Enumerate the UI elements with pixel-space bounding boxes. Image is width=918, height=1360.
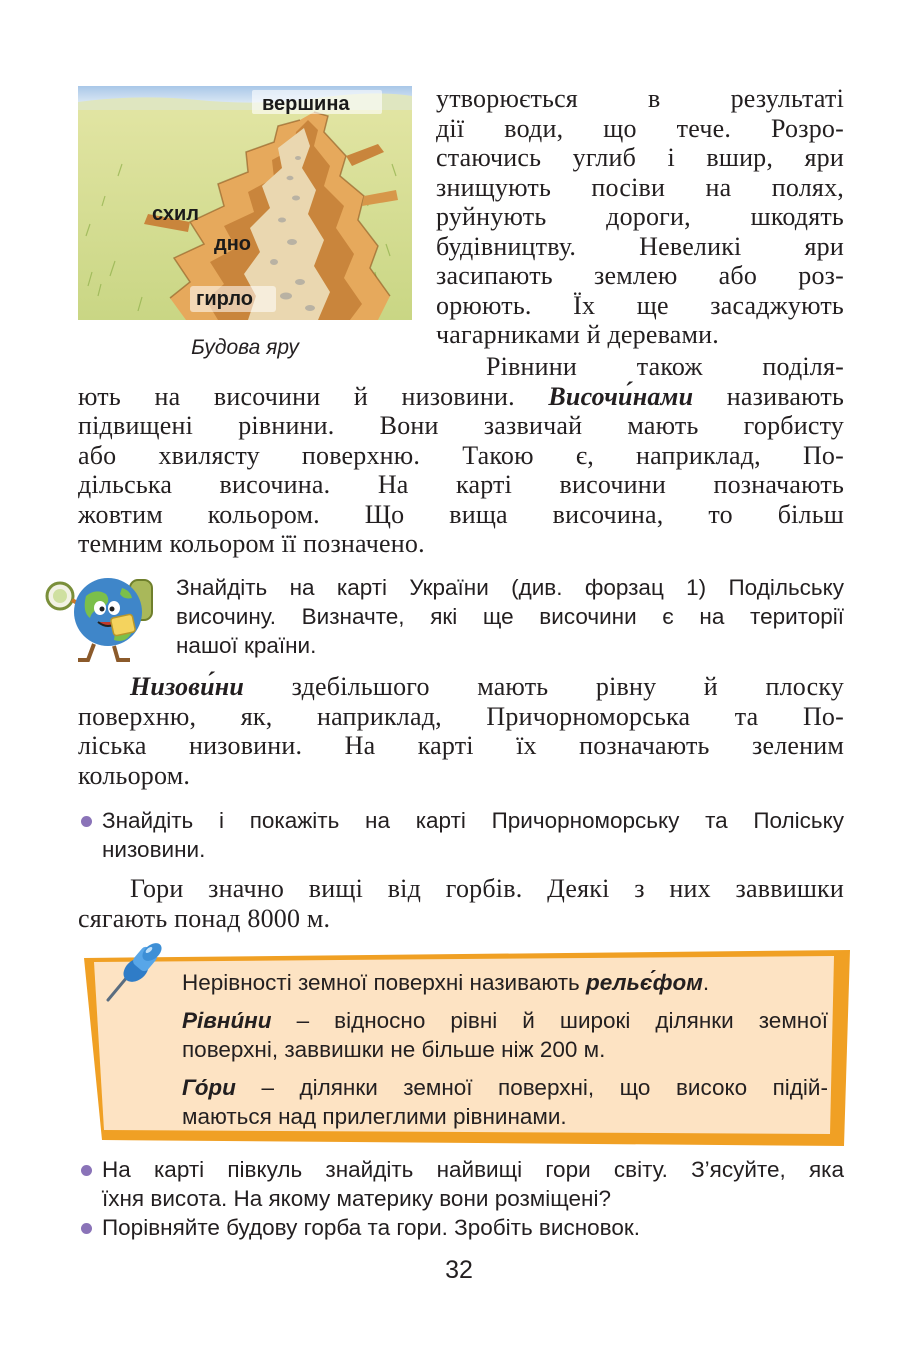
page-number: 32 [445, 1256, 473, 1284]
bullet-icon [81, 1223, 92, 1234]
text-line: Порівняйте будову горба та гори. Зробіть висновок. [102, 1215, 640, 1240]
text-fragment: ють на височини й низовини. [78, 381, 515, 411]
text-line: підвищені рівнини. Вони зазвичай мають горбисту [78, 411, 844, 440]
text-line: Гори значно вищі від горбів. Деякі з них заввишки [130, 874, 844, 903]
text-line: нашої країни. [176, 633, 317, 658]
text-fragment: – ділянки земної поверхні, що високо підій- [261, 1074, 828, 1100]
paragraph-uplands [78, 352, 844, 559]
text-line: маються над прилеглими рівнинами. [182, 1104, 567, 1129]
definition-relief [182, 968, 828, 998]
text-line: орюють. Їх ще засаджують [436, 290, 844, 320]
paragraph-lowlands [78, 672, 844, 790]
text-fragment: здебільшого мають рівну й плоску [291, 672, 844, 701]
term-uplands: Височи́нами [548, 381, 694, 411]
bullet-icon [81, 1165, 92, 1176]
definition-mountains [182, 1073, 828, 1103]
text-line: дії води, що тече. Розро- [436, 113, 844, 143]
task-find-upland [176, 573, 844, 660]
text-line: темним кольором її позначено. [78, 529, 425, 558]
text-line: поверхню, як, наприклад, Причорноморська та По- [78, 701, 844, 731]
figure-caption: Будова яру [191, 336, 299, 359]
bullet-icon [81, 816, 92, 827]
label-bottom: дно [214, 233, 251, 255]
text-line: утворюється в результаті [436, 84, 844, 113]
text-line: височину. Визначте, які ще височини є на території [176, 604, 844, 629]
text-line: поверхні, заввишки не більше ніж 200 м. [182, 1037, 606, 1062]
label-slope: схил [152, 203, 199, 225]
text-line: сягають понад 8000 м. [78, 903, 331, 933]
pushpin-icon [100, 942, 168, 1004]
text-line: Знайдіть на карті України (див. форзац 1) Подільську [176, 575, 844, 600]
list-item [78, 1155, 844, 1213]
task-list-mountains [78, 1155, 844, 1242]
text-line: ліська низовини. На карті їх позначають зеленим [78, 731, 844, 760]
text-line: кольором. [78, 760, 191, 790]
task-find-lowlands [78, 806, 844, 864]
text-line: жовтим кольором. Що вища височина, то більш [78, 499, 844, 529]
text-line: низовини. [102, 837, 206, 862]
paragraph-ravine [436, 84, 844, 350]
term-mountains: Го́ри [182, 1074, 236, 1100]
text-line: знищують посіви на полях, [436, 172, 844, 202]
text-line: чагарниками й деревами. [436, 320, 719, 349]
list-item [78, 806, 844, 864]
text-line: або хвилясту поверхню. Такою є, наприклад, По- [78, 440, 844, 470]
text-line: їхня висота. На якому материку вони розміщені? [102, 1186, 611, 1211]
ravine-illustration [78, 86, 412, 320]
definition-plains [182, 1006, 828, 1036]
term-relief: рельє́фом [586, 970, 703, 995]
label-top: вершина [262, 93, 350, 115]
ravine-drawing [78, 86, 412, 320]
text-line [78, 382, 844, 412]
text-line: На карті півкуль знайдіть найвищі гори світу. З’ясуйте, яка [102, 1157, 844, 1182]
definitions-text [182, 968, 828, 1132]
term-lowlands: Низови́ни [130, 672, 245, 701]
paragraph-mountains [78, 874, 844, 933]
text-fragment: – відносно рівні й широкі ділянки земної [296, 1007, 828, 1033]
list-item [78, 1213, 844, 1242]
term-plains: Рівни́ни [182, 1007, 272, 1033]
text-line [78, 672, 844, 702]
text-line: засипають землею або роз- [436, 261, 844, 290]
globe-mascot-icon [42, 568, 160, 664]
text-line: руйнують дороги, шкодять [436, 202, 844, 231]
label-mouth: гирло [196, 288, 254, 310]
text-line: Знайдіть і покажіть на карті Причорноморську та Поліську [102, 808, 844, 833]
text-line: стаючись углиб і вшир, яри [436, 143, 844, 172]
text-line: Рівнини також поділя- [486, 352, 844, 381]
text-fragment: називають [726, 381, 845, 411]
text-fragment: . [702, 970, 710, 995]
text-fragment: Нерівності земної поверхні називають [182, 970, 580, 995]
text-line: дільська височина. На карті височини позначають [78, 470, 844, 499]
text-line: будівництву. Невеликі яри [436, 231, 844, 261]
